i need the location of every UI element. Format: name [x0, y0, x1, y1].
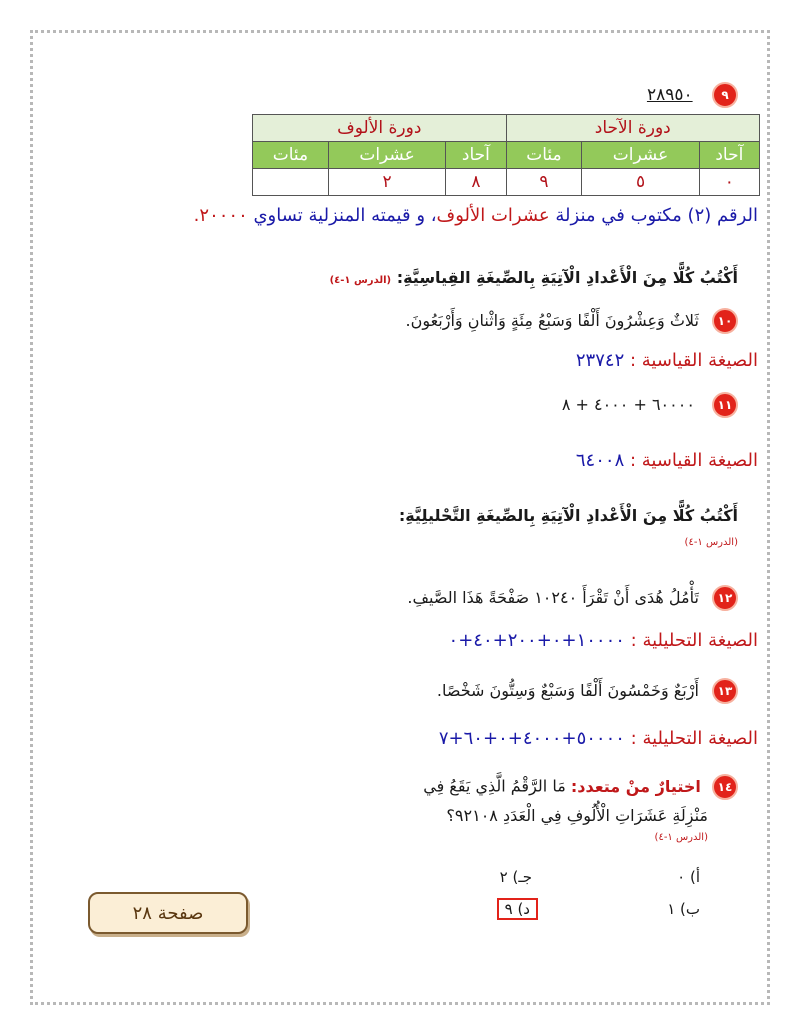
digit-cell: ٥ [582, 169, 699, 196]
q10-text: ثَلاثٌ وَعِشْرُونَ أَلْفًا وَسَبْعُ مِئَةٍ وَاثْنانِ وَأَرْبَعُونَ. [405, 310, 699, 330]
q13-badge: ١٣ [712, 678, 738, 704]
q11-text: ٦٠٠٠٠ + ٤٠٠٠ + ٨ [561, 394, 695, 414]
q10-answer: الصيغة القياسية : ٢٣٧٤٢ [575, 350, 758, 371]
q14-line1: ١٤ اختيارٌ منْ متعدد: مَا الرَّقْمُ الَّذِي يَقَعُ فِي [423, 774, 738, 800]
digit-cell: ٠ [699, 169, 759, 196]
section1-title: أَكْتُبُ كُلًّا مِنَ الْأَعْدادِ الْآتِيَةِ بِالصِّيغَةِ القِياسِيَّةِ: (الدرس ١-٤) [329, 268, 738, 287]
q12-answer: الصيغة التحليلية : ١٠٠٠٠+٠+٢٠٠+٤٠+٠ [448, 630, 758, 651]
period-ones: دورة الآحاد [506, 115, 759, 142]
q14-option-c: جـ) ٢ [499, 868, 532, 886]
period-thousands: دورة الألوف [253, 115, 507, 142]
q13-text: أَرْبَعٌ وَخَمْسُونَ أَلْفًا وَسَبْعٌ وَسِتُّونَ شَخْصًا. [436, 680, 699, 700]
section1-lesson: (الدرس ١-٤) [329, 275, 392, 286]
q11-line [562, 392, 738, 418]
digit-cell: ٢ [328, 169, 445, 196]
digit-cell: ٨ [446, 169, 506, 196]
q14-line2: مَنْزِلَةِ عَشَرَاتِ الْأُلُوفِ فِي الْعَدَدِ ٩٢١٠٨؟ [446, 806, 708, 825]
unit-header: عشرات [582, 142, 699, 169]
digit-cell [253, 169, 329, 196]
q9-badge: ٩ [712, 82, 738, 108]
correct-answer-box: د) ٩ [497, 898, 538, 920]
place-value-table [252, 114, 760, 196]
q13-answer: الصيغة التحليلية : ٥٠٠٠٠+٤٠٠٠+٠+٦٠+٧ [438, 728, 758, 749]
q12-text: تَأْمُلُ هُدَى أَنْ تَقْرَأَ ١٠٢٤٠ صَفْحَةً هَذَا الصَّيفِ. [407, 587, 699, 607]
unit-header: آحاد [699, 142, 759, 169]
q14-option-d [497, 898, 538, 920]
q9-number: ٢٨٩٥٠ [646, 85, 693, 105]
digit-cell: ٩ [506, 169, 582, 196]
q10-line [405, 308, 738, 334]
unit-header: مئات [506, 142, 582, 169]
section2-title: أَكْتُبُ كُلًّا مِنَ الْأَعْدادِ الْآتِيَةِ بِالصِّيغَةِ التَّحْليلِيَّةِ: [398, 506, 738, 525]
q11-answer: الصيغة القياسية : ٦٤٠٠٨ [575, 450, 758, 471]
q14-title: اختيارٌ منْ متعدد: [570, 776, 701, 796]
q10-badge: ١٠ [712, 308, 738, 334]
q11-badge: ١١ [712, 392, 738, 418]
q13-line [437, 678, 738, 704]
q14-lesson: (الدرس ١-٤) [654, 832, 708, 843]
unit-header: آحاد [446, 142, 506, 169]
q12-badge: ١٢ [712, 585, 738, 611]
q14-option-a: أ) ٠ [677, 868, 700, 886]
unit-header: عشرات [328, 142, 445, 169]
page-number-badge: صفحة ٢٨ [88, 892, 248, 934]
q14-option-b: ب) ١ [667, 900, 700, 918]
q9-line [647, 82, 738, 108]
q14-badge: ١٤ [712, 774, 738, 800]
q12-line [407, 585, 738, 611]
section2-lesson: (الدرس ١-٤) [684, 537, 738, 548]
unit-header: مئات [253, 142, 329, 169]
q9-answer: الرقم (٢) مكتوب في منزلة عشرات الألوف، و قيمته المنزلية تساوي ٢٠٠٠٠. [193, 205, 758, 226]
